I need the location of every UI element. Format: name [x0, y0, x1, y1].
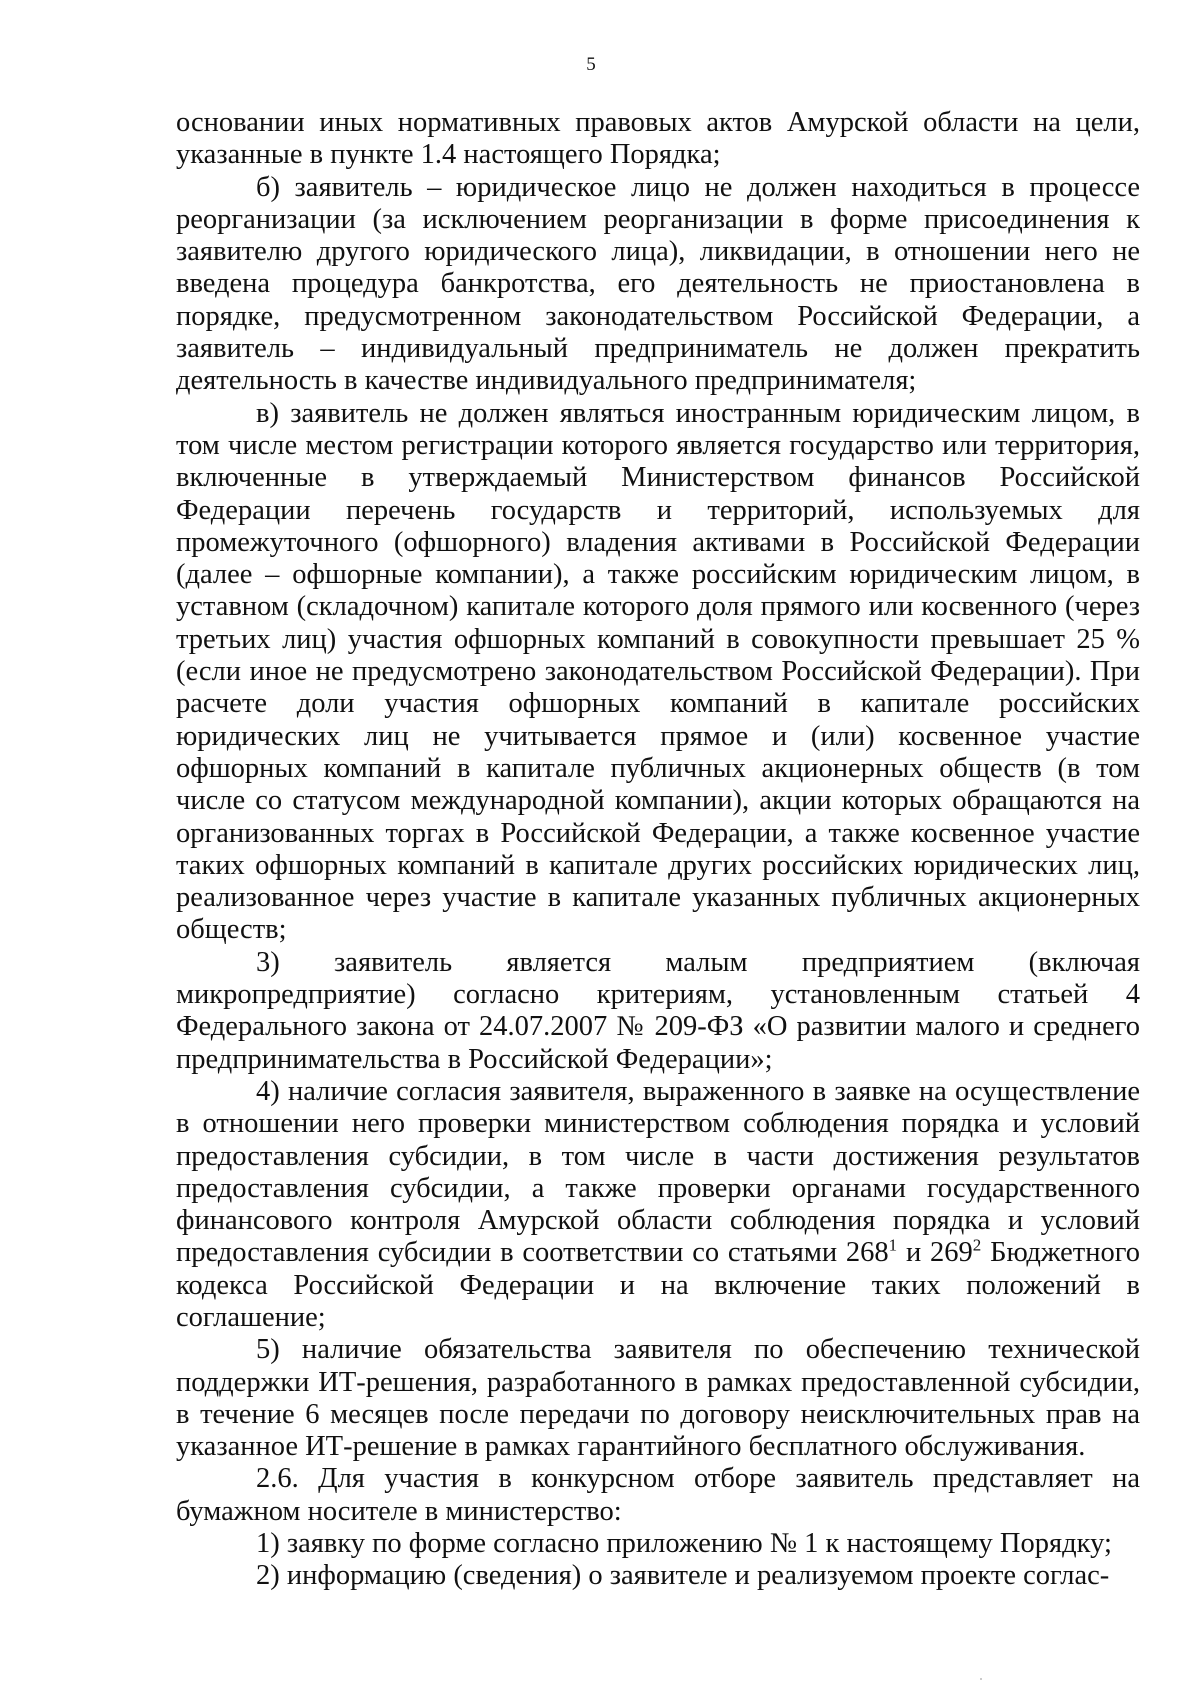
scan-speck: [980, 1678, 982, 1680]
superscript-article-269: 2: [972, 1235, 982, 1255]
page-number: 5: [586, 54, 596, 75]
paragraph-continuation: основании иных нормативных правовых актов Амурской области на цели, указанные в пункте 1.4 настоящего Порядка;: [176, 107, 1140, 171]
paragraph-item-4-text-start: 4) наличие согласия заявителя, выраженного в заявке на осуществление в отношении него проверки министерством соблюдения порядка и условий предоставления субсидии, в том числе в части достижения результатов предоставления субсидии, а также проверки органами государственного финансового контроля Амурской области соблюдения порядка и условий предоставления субсидии в соответствии со статьями 268: [176, 1075, 1140, 1269]
paragraph-item-b: б) заявитель – юридическое лицо не должен находиться в процессе реорганизации (за исключением реорганизации в форме присоединения к заявителю другого юридического лица), ликвидации, в отношении него не введена процедура банкротства, его деятельность не приостановлена в порядке, предусмотренном законодательством Российской Федерации, а заявитель – индивидуальный предприниматель не должен прекратить деятельность в качестве индивидуального предпринимателя;: [176, 171, 1140, 397]
paragraph-item-5: 5) наличие обязательства заявителя по обеспечению технической поддержки ИТ-решения, разработанного в рамках предоставленной субсидии, в течение 6 месяцев после передачи по договору неисключительных прав на указанное ИТ-решение в рамках гарантийного бесплатного обслуживания.: [176, 1334, 1140, 1463]
paragraph-item-3: 3) заявитель является малым предприятием (включая микропредприятие) согласно критериям, установленным статьей 4 Федерального закона от 24.07.2007 № 209-ФЗ «О развитии малого и среднего предпринимательства в Российской Федерации»;: [176, 946, 1140, 1075]
paragraph-item-4: [176, 1076, 1140, 1334]
paragraph-list-item-1: 1) заявку по форме согласно приложению № 1 к настоящему Порядку;: [256, 1528, 1112, 1560]
paragraph-item-4-text-middle: и 269: [897, 1237, 973, 1269]
paragraph-item-v: в) заявитель не должен являться иностранным юридическим лицом, в том числе местом регистрации которого является государство или территория, включенные в утверждаемый Министерством финансов Российской Федерации перечень государств и территорий, используемых для промежуточного (офшорного) владения активами в Российской Федерации (далее – офшорные компании), а также российским юридическим лицом, в уставном (складочном) капитале которого доля прямого или косвенного (через третьих лиц) участия офшорных компаний в совокупности превышает 25 % (если иное не предусмотрено законодательством Российской Федерации). При расчете доли участия офшорных компаний в капитале российских юридических лиц не учитывается прямое и (или) косвенное участие офшорных компаний в капитале публичных акционерных обществ (в том числе со статусом международной компании), акции которых обращаются на организованных торгах в Российской Федерации, а также косвенное участие таких офшорных компаний в капитале других российских юридических лиц, реализованное через участие в капитале указанных публичных акционерных обществ;: [176, 397, 1140, 946]
superscript-article-268: 1: [888, 1235, 898, 1255]
paragraph-section-2-6: 2.6. Для участия в конкурсном отборе заявитель представляет на бумажном носителе в министерство:: [176, 1463, 1140, 1527]
document-body: [176, 107, 1140, 1593]
paragraph-item-4-text-end: Бюджетного кодекса Российской Федерации и на включение таких положений в соглашение;: [176, 1237, 1140, 1333]
paragraph-list-item-2: 2) информацию (сведения) о заявителе и реализуемом проекте соглас-: [256, 1560, 1110, 1592]
